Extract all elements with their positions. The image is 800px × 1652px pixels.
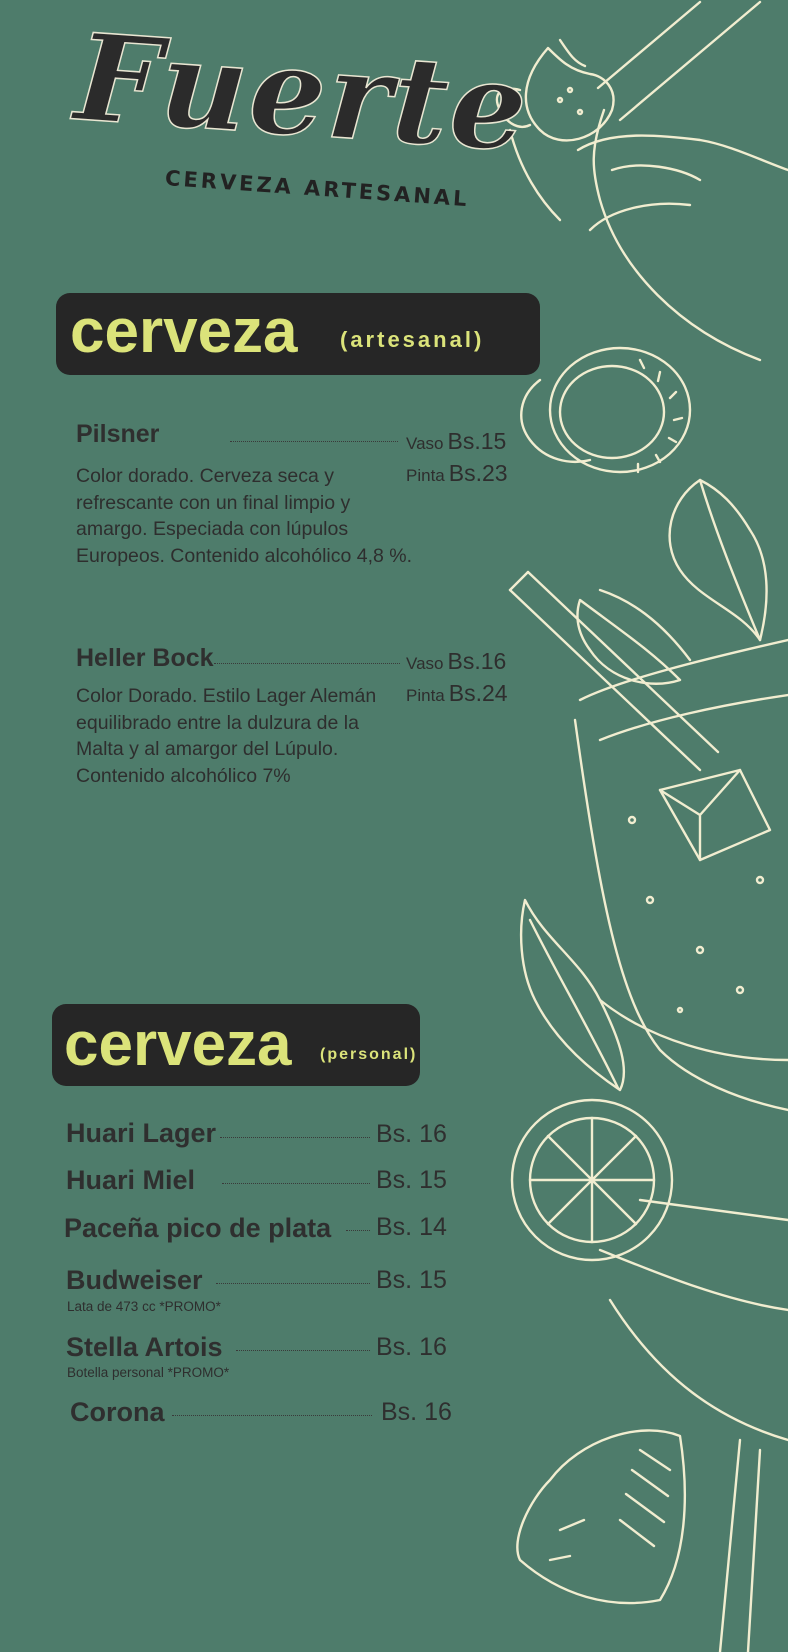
item-price: Bs. 16 <box>381 1398 452 1426</box>
item-name: Stella Artois <box>66 1332 223 1362</box>
item-price: Bs. 14 <box>376 1213 447 1241</box>
section-header-artesanal <box>56 293 540 375</box>
item-name: Pilsner <box>76 420 160 448</box>
item-name: Huari Miel <box>66 1165 196 1195</box>
straw-icon <box>510 572 718 770</box>
section-subtitle: (artesanal) <box>340 327 485 352</box>
dotted-leader <box>222 1183 370 1184</box>
section-subtitle: (personal) <box>320 1046 418 1063</box>
top-glass-icon <box>578 2 788 360</box>
dotted-leader <box>172 1415 372 1416</box>
item-name: Paceña pico de plata <box>64 1213 332 1243</box>
lime-slice-icon <box>512 1100 672 1260</box>
item-price: Bs. 16 <box>376 1120 447 1148</box>
martini-glass-icon <box>600 1200 788 1652</box>
dotted-leader <box>230 441 398 442</box>
brand-logo: Fuerte <box>70 7 534 180</box>
item-name: Budweiser <box>66 1265 203 1295</box>
section-header-personal <box>52 1004 420 1086</box>
item-note: Lata de 473 cc *PROMO* <box>67 1299 221 1314</box>
item-name: Heller Bock <box>76 644 214 672</box>
item-note: Botella personal *PROMO* <box>67 1365 230 1380</box>
item-price: Bs. 15 <box>376 1266 447 1294</box>
section-title: cerveza <box>64 1010 292 1079</box>
dotted-leader <box>346 1230 370 1231</box>
dotted-leader <box>236 1350 370 1351</box>
pineapple-icon <box>517 1430 684 1603</box>
brand-subtitle: CERVEZA ARTESANAL <box>164 166 471 212</box>
price-pinta: Pinta Bs.23 <box>406 460 508 486</box>
dotted-leader <box>216 1283 370 1284</box>
item-description: Color Dorado. Estilo Lager Alemán equilibrado entre la dulzura de la Malta y al amargor del Lúpulo. Contenido alcohólico 7% <box>76 685 377 787</box>
leaf-icon <box>521 900 624 1090</box>
price-vaso: Vaso Bs.15 <box>406 428 507 454</box>
item-name: Huari Lager <box>66 1118 217 1148</box>
dotted-leader <box>214 663 400 664</box>
section-title: cerveza <box>70 297 298 366</box>
item-price: Bs. 16 <box>376 1333 447 1361</box>
price-pinta: Pinta Bs.24 <box>406 680 508 706</box>
cocktail-glass-illustration <box>575 640 788 1110</box>
price-vaso: Vaso Bs.16 <box>406 648 507 674</box>
item-description: Color dorado. Cerveza seca y refrescante con un final limpio y amargo. Especiada con lúpulos Europeos. Contenido alcohólico 4,8 %. <box>76 465 413 567</box>
mint-leaf-icon <box>577 480 766 684</box>
dotted-leader <box>220 1137 370 1138</box>
item-price: Bs. 15 <box>376 1166 447 1194</box>
lemon-peel-icon <box>521 348 690 472</box>
item-name: Corona <box>70 1397 165 1427</box>
